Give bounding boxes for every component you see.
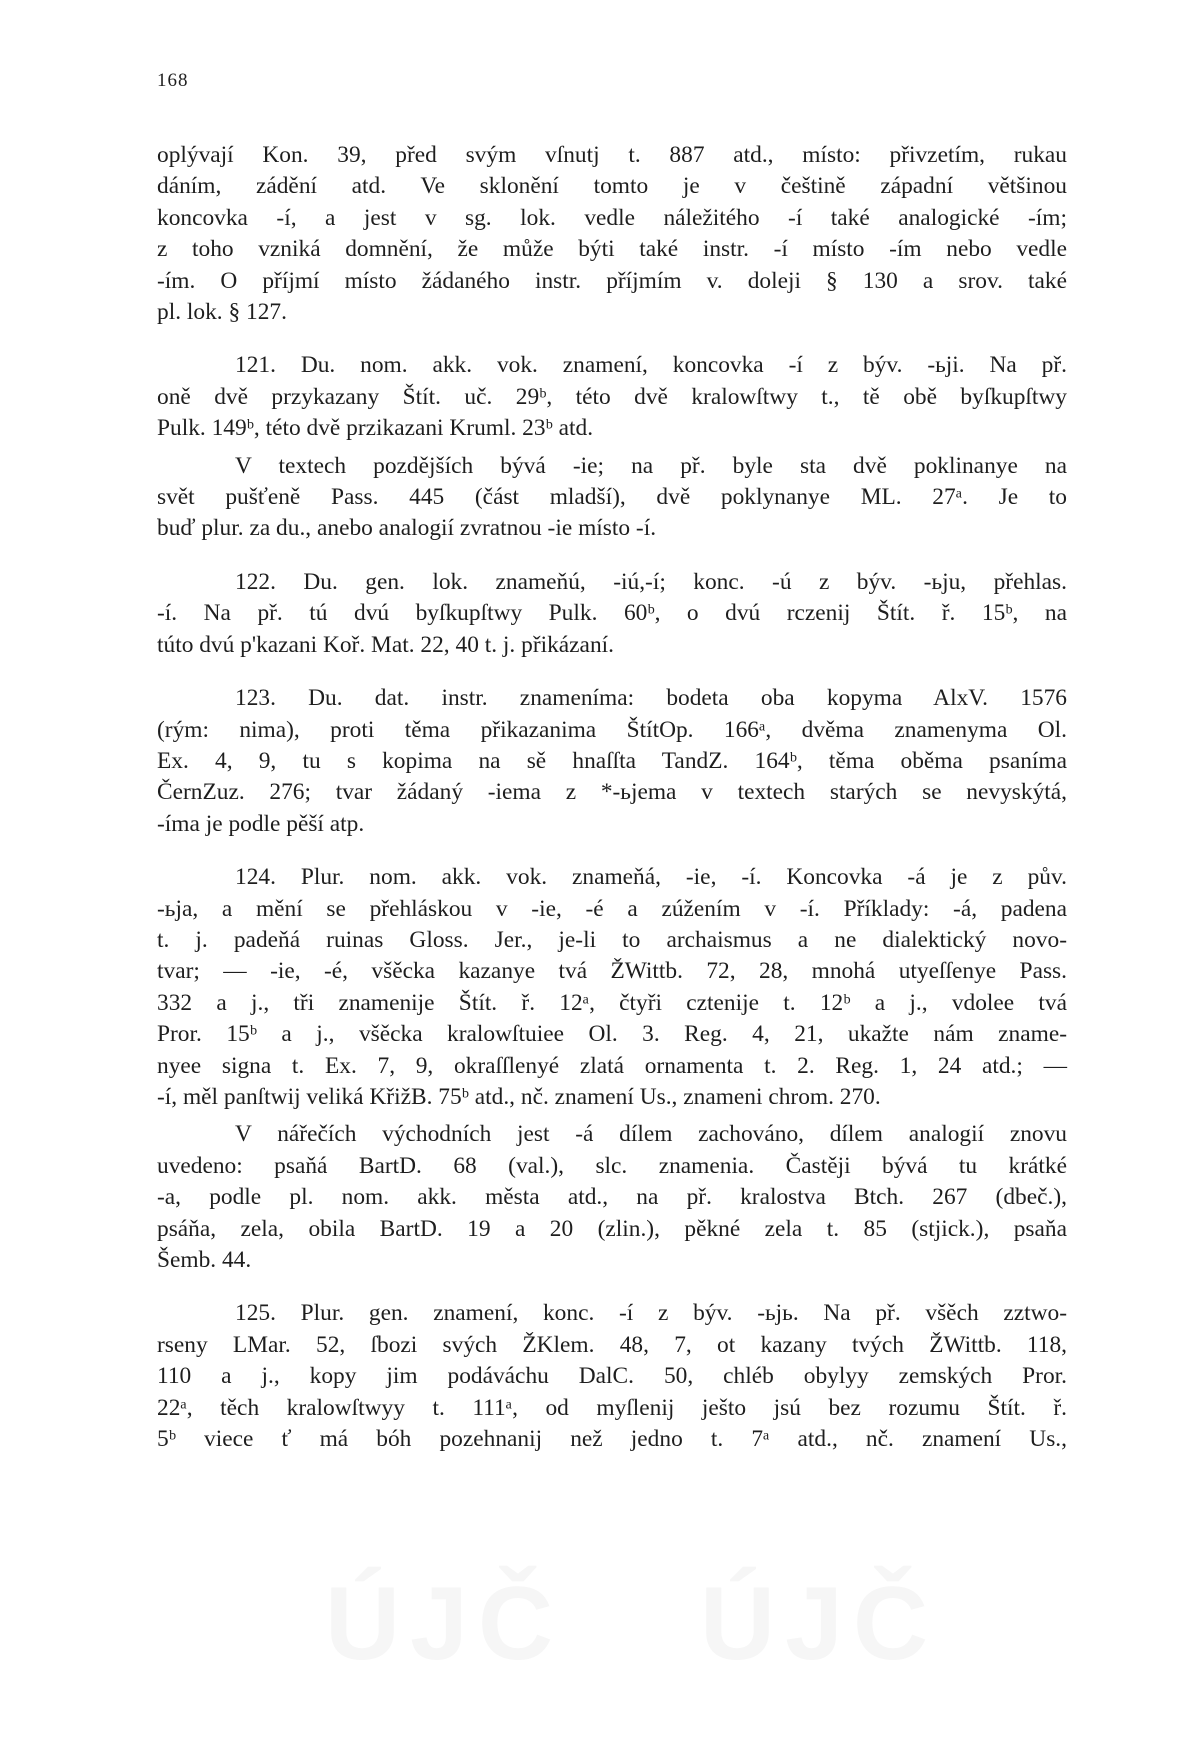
text-line: -íma je podle pěší atp.	[157, 810, 365, 837]
body-text	[157, 140, 1067, 1455]
text-line: 110 a j., kopy jim podáváchu DalC. 50, chléb obylyy zemských Pror.	[157, 1363, 1067, 1390]
text-line: oně dvě przykazany Štít. uč. 29ᵇ, této dvě kralowſtwy t., tě obě byſkupſtwy	[157, 383, 1067, 410]
text-line: uvedeno: psaňá BartD. 68 (val.), slc. znamenia. Častěji bývá tu krátké	[157, 1152, 1067, 1179]
text-line: -a, podle pl. nom. akk. města atd., na př. kralostva Btch. 267 (dbeč.),	[157, 1184, 1067, 1211]
text-line: nyee signa t. Ex. 7, 9, okraſſlenyé zlatá ornamenta t. 2. Reg. 1, 24 atd.; —	[157, 1052, 1067, 1079]
watermark-logo: ÚJČ	[325, 1566, 564, 1682]
section-123-line: 123. Du. dat. instr. znameníma: bodeta oba kopyma AlxV. 1576	[235, 685, 1067, 712]
text-line: Ex. 4, 9, tu s kopima na sě hnaſſta TandZ. 164ᵇ, těma oběma psaníma	[157, 747, 1067, 774]
section-124-line: 124. Plur. nom. akk. vok. znameňá, -ie, -í. Koncovka -á je z pův.	[235, 864, 1067, 891]
text-line: V textech pozdějších bývá -ie; na př. byle sta dvě poklinanye na	[235, 452, 1067, 479]
watermark-logo: ÚJČ	[700, 1566, 939, 1682]
text-line: Pulk. 149ᵇ, této dvě przikazani Kruml. 23ᵇ atd.	[157, 415, 594, 442]
text-line: rseny LMar. 52, ſbozi svých ŽKlem. 48, 7, ot kazany tvých ŽWittb. 118,	[157, 1331, 1067, 1358]
text-line: pl. lok. § 127.	[157, 299, 287, 326]
text-line: buď plur. za du., anebo analogií zvratnou -ie místo -í.	[157, 515, 657, 542]
text-line: V nářečích východních jest -á dílem zachováno, dílem analogií znovu	[235, 1121, 1067, 1148]
section-122-line: 122. Du. gen. lok. znameňú, -iú,-í; konc. -ú z býv. -ьju, přehlas.	[235, 568, 1067, 595]
text-line: -ím. O příjmí místo žádaného instr. příjmím v. doleji § 130 a srov. také	[157, 267, 1067, 294]
text-line: psáňa, zela, obila BartD. 19 a 20 (zlin.), pěkné zela t. 85 (stjick.), psaňa	[157, 1215, 1067, 1242]
section-125-line: 125. Plur. gen. znamení, konc. -í z býv. -ьjь. Na př. všěch zztwo-	[235, 1300, 1067, 1327]
text-line: oplývají Kon. 39, před svým vſnutj t. 887 atd., místo: přivzetím, rukau	[157, 142, 1067, 168]
text-line: (rým: nima), proti těma přikazanima ŠtítOp. 166ᵃ, dvěma znamenyma Ol.	[157, 716, 1067, 743]
text-line: -ьja, a mění se přehláskou v -ie, -é a zúžením v -í. Příklady: -á, padena	[157, 895, 1067, 922]
page-number: 168	[157, 70, 189, 91]
text-line: t. j. padeňá ruinas Gloss. Jer., je-li to archaismus a ne dialektický novo-	[157, 926, 1067, 953]
text-line: z toho vzniká domnění, že může býti také instr. -í místo -ím nebo vedle	[157, 236, 1067, 263]
text-line: koncovka -í, a jest v sg. lok. vedle náležitého -í také analogické -ím;	[157, 204, 1067, 231]
text-line: svět pušťeně Pass. 445 (část mladší), dvě poklynanye ML. 27ᵃ. Je to	[157, 484, 1067, 511]
text-line: Pror. 15ᵇ a j., všěcka kralowſtuiee Ol. 3. Reg. 4, 21, ukažte nám zname-	[157, 1021, 1067, 1048]
text-line: 332 a j., tři znamenije Štít. ř. 12ᵃ, čtyři cztenije t. 12ᵇ a j., vdolee tvá	[157, 989, 1067, 1016]
text-line: dáním, zádění atd. Ve sklonění tomto je v češtině západní většinou	[157, 173, 1067, 200]
text-line: 22ᵃ, těch kralowſtwyy t. 111ᵃ, od myſlenij ješto jsú bez rozumu Štít. ř.	[157, 1394, 1067, 1421]
section-121-line: 121. Du. nom. akk. vok. znamení, koncovka -í z býv. -ьji. Na př.	[235, 352, 1067, 379]
text-line: 5ᵇ viece ť má bóh pozehnanij než jedno t. 7ᵃ atd., nč. znamení Us.,	[157, 1426, 1067, 1453]
text-line: túto dvú p'kazani Koř. Mat. 22, 40 t. j. přikázaní.	[157, 631, 614, 658]
text-line: tvar; — -ie, -é, všěcka kazanye tvá ŽWittb. 72, 28, mnohá utyeſſenye Pass.	[157, 958, 1067, 985]
text-line: ČernZuz. 276; tvar žádaný -iema z *-ьjema v textech starých se nevyskýtá,	[157, 779, 1067, 806]
text-line: -í. Na př. tú dvú byſkupſtwy Pulk. 60ᵇ, o dvú rczenij Štít. ř. 15ᵇ, na	[157, 600, 1067, 627]
text-line: -í, měl panſtwij veliká KřižB. 75ᵇ atd., nč. znamení Us., znameni chrom. 270.	[157, 1083, 881, 1110]
text-line: Šemb. 44.	[157, 1247, 252, 1273]
